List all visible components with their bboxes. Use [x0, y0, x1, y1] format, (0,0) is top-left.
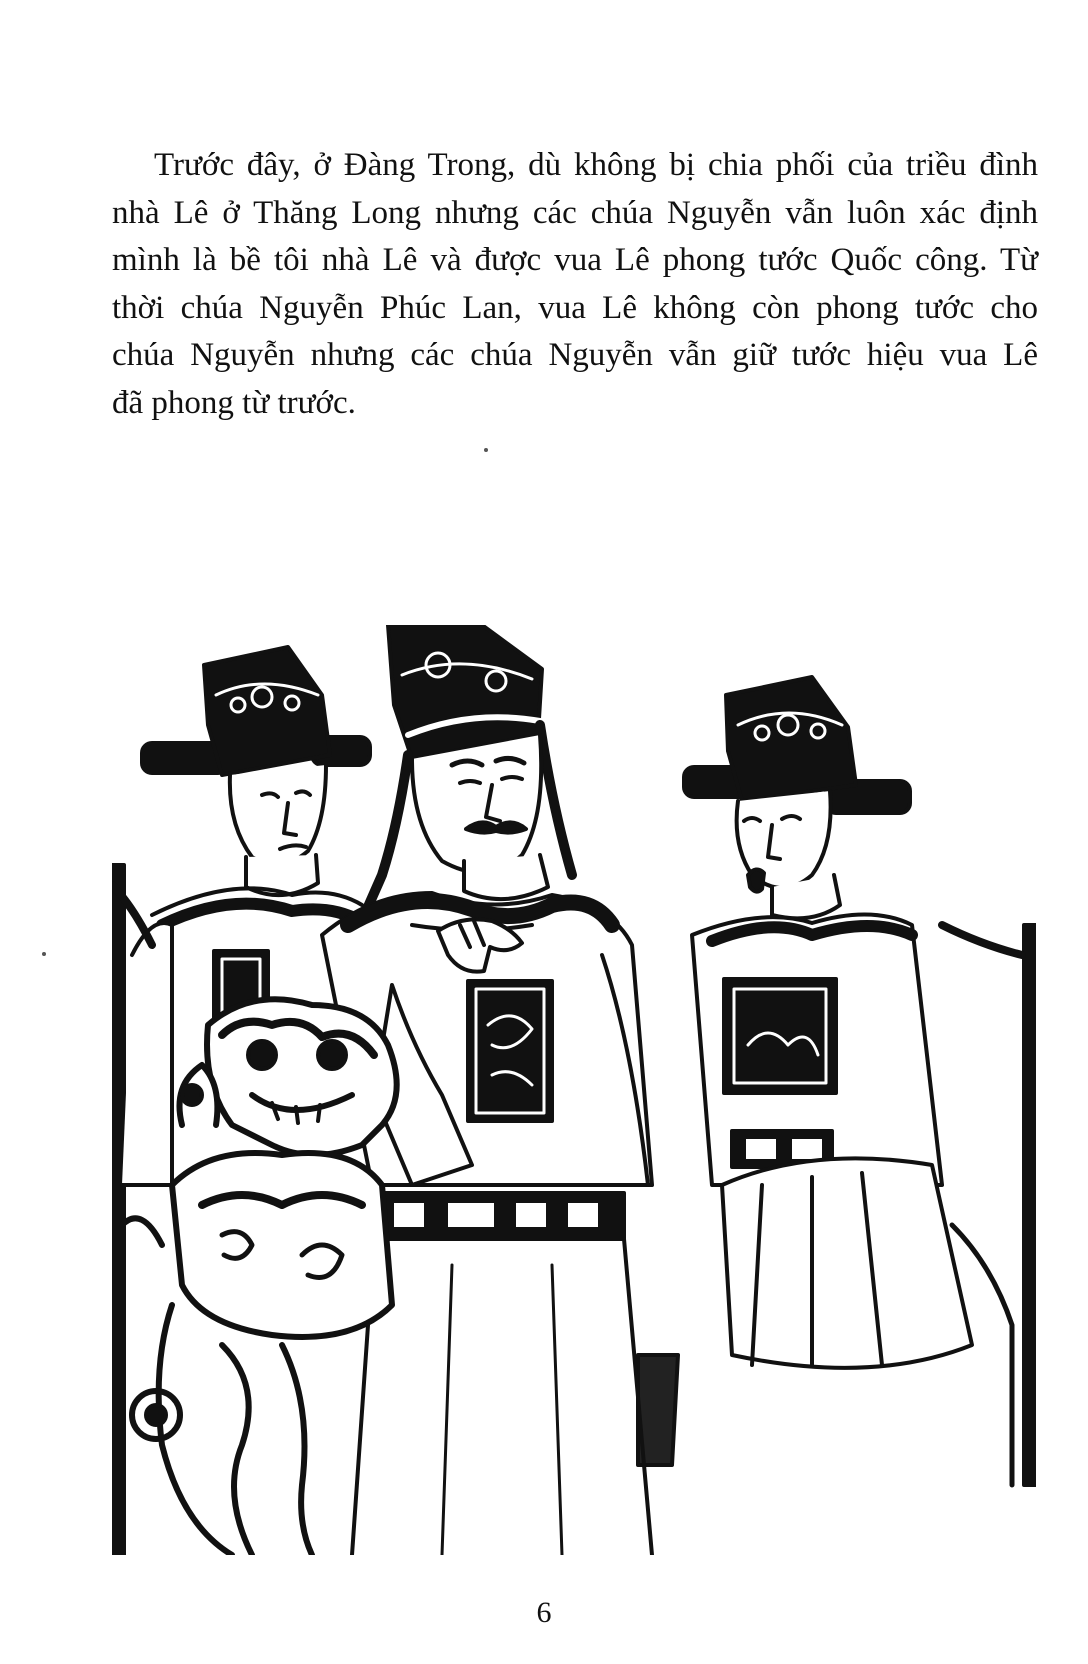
paragraph-line: đã phong từ trước. — [112, 384, 356, 421]
paragraph-line: mình là bề tôi nhà Lê và được vua Lê phong tước Quốc công. Từ — [112, 242, 1038, 278]
mandarins-illustration — [112, 625, 1036, 1555]
print-speck — [42, 952, 46, 956]
print-speck — [484, 448, 488, 452]
paragraph-line: Trước đây, ở Đàng Trong, dù không bị chia phối của triều đình — [154, 147, 1038, 183]
page-number: 6 — [536, 1596, 552, 1629]
paragraph-line: nhà Lê ở Thăng Long nhưng các chúa Nguyễn vẫn luôn xác định — [112, 194, 1038, 231]
paragraph-line: thời chúa Nguyễn Phúc Lan, vua Lê không còn phong tước cho — [112, 289, 1038, 326]
right-mandarin-figure — [638, 677, 972, 1465]
body-paragraph — [112, 142, 1038, 427]
paragraph-line: chúa Nguyễn nhưng các chúa Nguyễn vẫn giữ tước hiệu vua Lê — [112, 337, 1038, 373]
